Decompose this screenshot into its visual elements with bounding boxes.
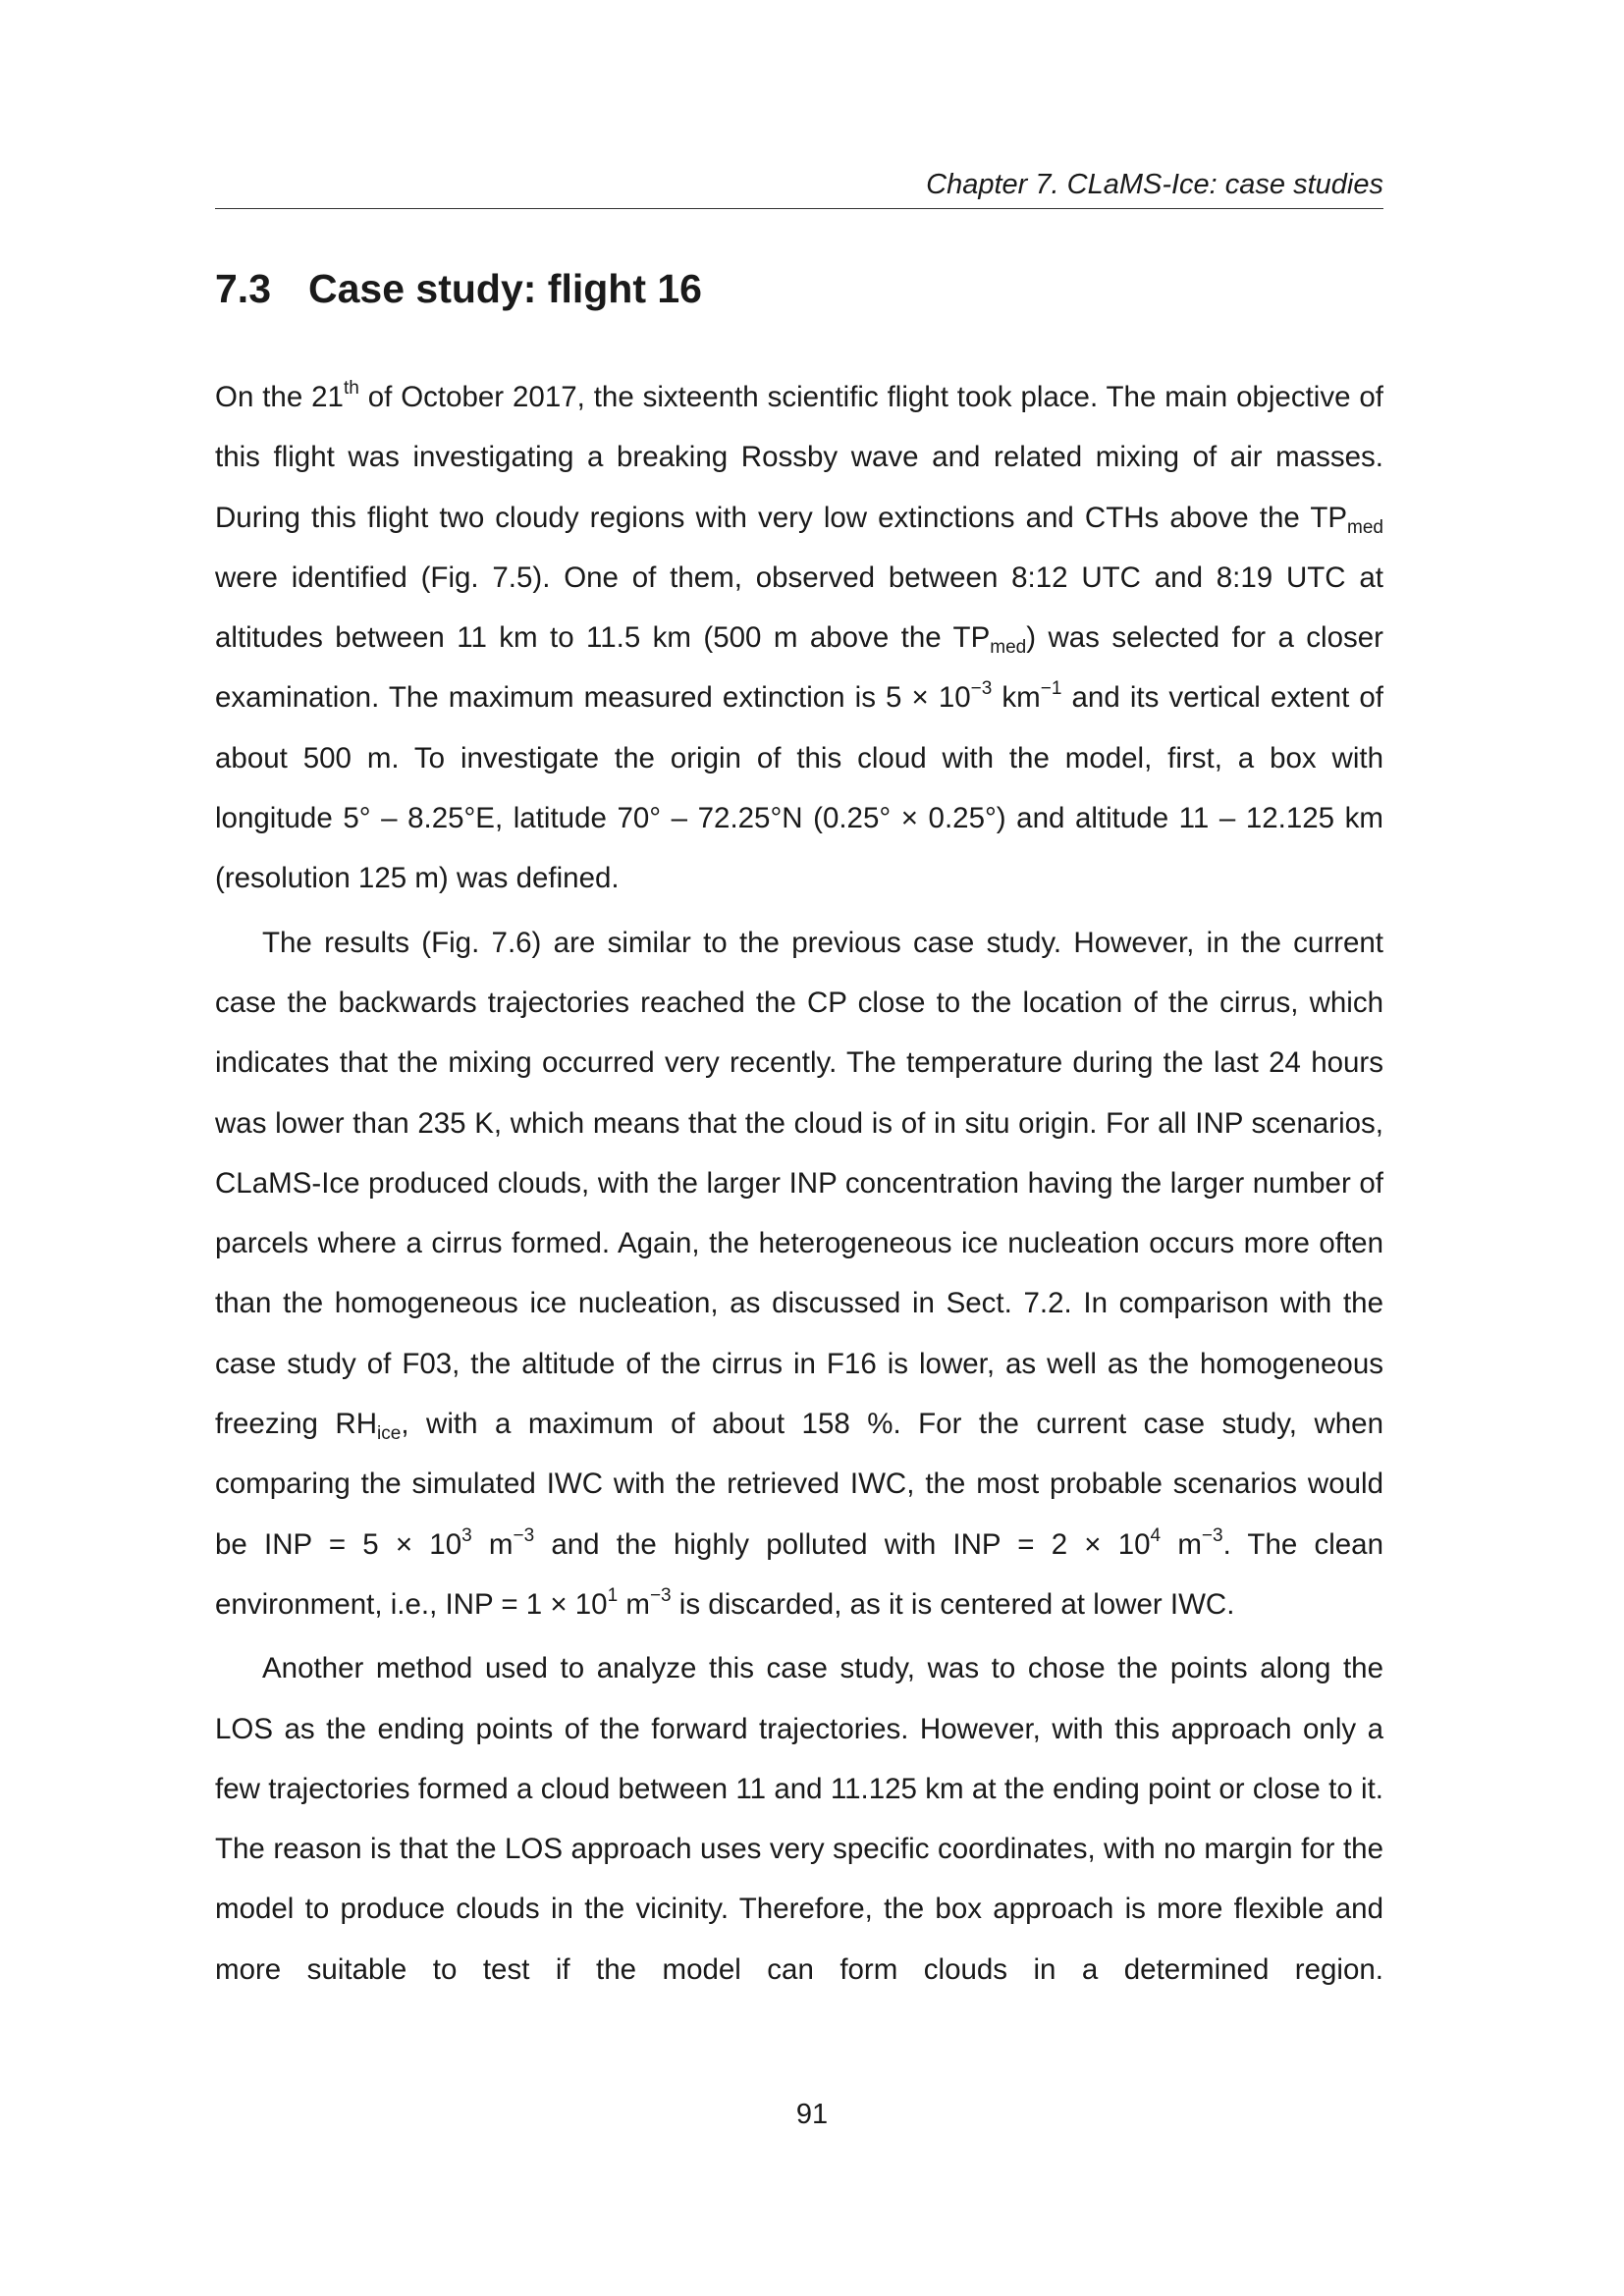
- subscript: med: [1347, 516, 1383, 538]
- superscript: 4: [1150, 1524, 1162, 1546]
- text-run: Another method used to analyze this case study, was to chose the points along the LOS as the ending points of the forward trajectories. However, with this approach only a few trajectories formed a cloud between 11 and 11.125 km at the ending point or close to it. The reason is that the LOS approach uses very specific coordinates, with no margin for the model to produce clouds in the vicinity. Therefore, the box approach is more flexible and more suitable to test if the model can form clouds in a determined region.: [215, 1652, 1383, 1986]
- text-run: is discarded, as it is centered at lower IWC.: [671, 1587, 1235, 1621]
- subscript: med: [990, 637, 1027, 659]
- text-run: and the highly polluted with INP = 2 × 10: [534, 1527, 1151, 1561]
- text-run: of October 2017, the sixteenth scientific flight took place. The main objective of this flight was investigating a breaking Rossby wave and related mixing of air masses. During this flight two cloudy regions with very low extinctions and CTHs above the TP: [215, 381, 1383, 534]
- text-run: m: [1161, 1527, 1202, 1561]
- superscript: 1: [607, 1584, 619, 1606]
- superscript: −1: [1040, 678, 1062, 700]
- subscript: ice: [377, 1423, 402, 1445]
- text-run: , with a maximum of about 158 %. For the current case study, when comparing the simulated IWC with the retrieved IWC, the most probable scenarios would be INP = 5 × 10: [215, 1408, 1383, 1561]
- text-run: The results (Fig. 7.6) are similar to the previous case study. However, in the current case the backwards trajectories reached the CP close to the location of the cirrus, which indicates that the mixing occurred very recently. The temperature during the last 24 hours was lower than 235 K, which means that the cloud is of in situ origin. For all INP scenarios, CLaMS-Ice produced clouds, with the larger INP concentration having the larger number of parcels where a cirrus formed. Again, the heterogeneous ice nucleation occurs more often than the homogeneous ice nucleation, as discussed in Sect. 7.2. In comparison with the case study of F03, the altitude of the cirrus in F16 is lower, as well as the homogeneous freezing RH: [215, 926, 1383, 1441]
- superscript: −3: [970, 678, 993, 700]
- section-number: 7.3: [215, 266, 271, 311]
- text-run: ) was selected for a closer examination. The maximum measured extinction is 5 × 10: [215, 621, 1383, 715]
- text-run: On the 21: [215, 381, 344, 413]
- text-run: and its vertical extent of about 500 m. To investigate the origin of this cloud with the model, first, a box with longitude 5° – 8.25°E, latitude 70° – 72.25°N (0.25° × 0.25°) and altitude 11 – 12.125 km (resolution 125 m) was defined.: [215, 681, 1384, 895]
- paragraph-2: [215, 913, 1383, 1635]
- page-number: 91: [795, 2099, 829, 2130]
- section-title: Case study: flight 16: [308, 266, 702, 311]
- section-heading: [215, 263, 702, 314]
- paragraph-3: [215, 1638, 1383, 2000]
- paragraph-1: [215, 367, 1383, 909]
- text-run: km: [992, 681, 1041, 715]
- body-text: [215, 367, 1383, 2000]
- superscript: −3: [513, 1524, 535, 1546]
- text-run: m: [471, 1527, 514, 1561]
- running-header: Chapter 7. CLaMS-Ice: case studies: [215, 167, 1383, 209]
- text-run: were identified (Fig. 7.5). One of them, observed between 8:12 UTC and 8:19 UTC at altitudes between 11 km to 11.5 km (500 m above the TP: [215, 561, 1383, 655]
- superscript: −3: [649, 1584, 672, 1606]
- superscript: −3: [1201, 1524, 1223, 1546]
- text-run: . The clean environment, i.e., INP = 1 × 10: [215, 1527, 1383, 1621]
- superscript: 3: [461, 1524, 472, 1546]
- superscript: th: [343, 378, 359, 399]
- text-run: m: [618, 1587, 650, 1621]
